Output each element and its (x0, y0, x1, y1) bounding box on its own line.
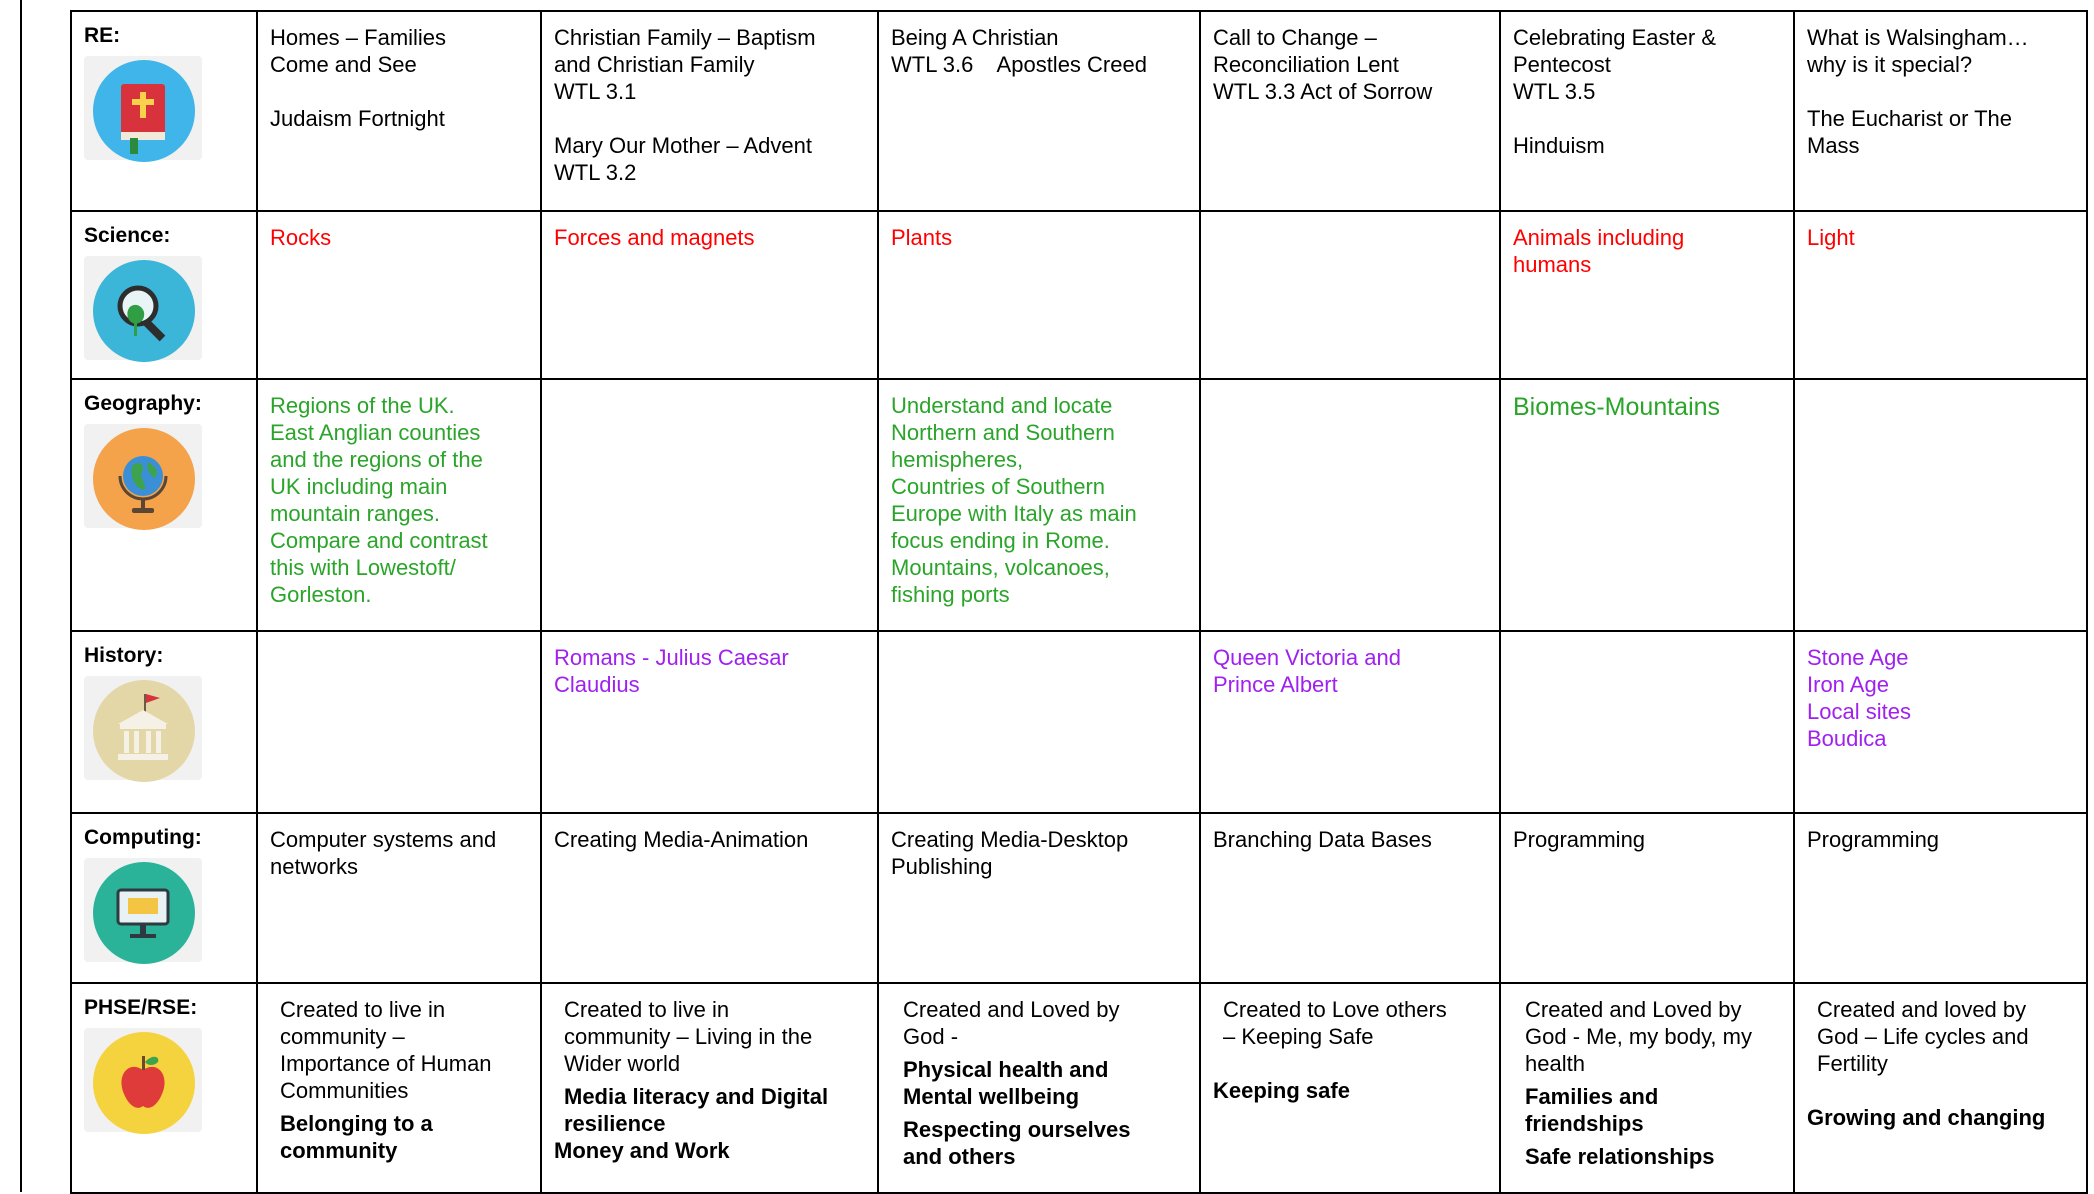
history-c6-line4: Boudica (1807, 726, 1887, 751)
phse-c6-line1: Created and loved by (1817, 997, 2027, 1022)
row-re (71, 11, 2087, 211)
subject-label-phse: PHSE/RSE: (84, 996, 198, 1019)
phse-c5-line2: God - Me, my body, my (1525, 1024, 1752, 1049)
computing-c3-line1: Creating Media-Desktop (891, 827, 1129, 852)
phse-c5-bold3: Safe relationships (1525, 1144, 1715, 1169)
re-c6-line1: What is Walsingham… (1807, 25, 2029, 50)
phse-c3-line1: Created and Loved by (903, 997, 1120, 1022)
geography-c3-line6: focus ending in Rome. (891, 528, 1110, 553)
phse-c1-line4: Communities (280, 1078, 409, 1103)
re-c3-line2: WTL 3.6 Apostles Creed (891, 52, 1147, 77)
re-c5-line3: WTL 3.5 (1513, 79, 1596, 104)
computing-c1-line2: networks (270, 854, 359, 879)
phse-c4-line2: – Keeping Safe (1223, 1024, 1374, 1049)
history-cell-6 (1794, 631, 2087, 813)
geography-c3-line4: Countries of Southern (891, 474, 1106, 499)
subject-cell-science (71, 211, 257, 379)
subject-cell-computing (71, 813, 257, 983)
computing-c3-line2: Publishing (891, 854, 993, 879)
history-c2-line1: Romans - Julius Caesar (554, 645, 789, 670)
history-cell-2 (541, 631, 878, 813)
re-cell-5 (1500, 11, 1794, 211)
re-cell-1 (257, 11, 541, 211)
row-history (71, 631, 2087, 813)
re-c5-line1: Celebrating Easter & (1513, 25, 1716, 50)
history-cell-4 (1200, 631, 1500, 813)
phse-c5-bold2: friendships (1525, 1111, 1644, 1136)
re-c1-line1: Homes – Families (270, 25, 447, 50)
computing-cell-1 (257, 813, 541, 983)
phse-c1-line2: community – (280, 1024, 405, 1049)
computing-c1-line1: Computer systems and (270, 827, 497, 852)
geography-cell-6 (1794, 379, 2087, 631)
geography-c1-line1: Regions of the UK. (270, 393, 455, 418)
phse-cell-3 (878, 983, 1200, 1193)
row-computing (71, 813, 2087, 983)
phse-c4-bold1: Keeping safe (1213, 1078, 1350, 1103)
geography-c3-line1: Understand and locate (891, 393, 1113, 418)
row-geography (71, 379, 2087, 631)
re-c4-line2: Reconciliation Lent (1213, 52, 1399, 77)
geography-c1-line7: this with Lowestoft/ (270, 555, 456, 580)
science-c6: Light (1807, 225, 1855, 250)
subject-label-science: Science: (84, 224, 171, 247)
phse-c2-bold3: Money and Work (554, 1138, 730, 1163)
re-c1-line2: Come and See (270, 52, 417, 77)
subject-label-geography: Geography: (84, 392, 202, 415)
phse-cell-4 (1200, 983, 1500, 1193)
history-c4-line1: Queen Victoria and (1213, 645, 1401, 670)
computing-c4: Branching Data Bases (1213, 827, 1432, 852)
phse-c3-bold2: Mental wellbeing (903, 1084, 1080, 1109)
computing-c5: Programming (1513, 827, 1646, 852)
museum-building-icon (84, 676, 202, 780)
science-cell-5 (1500, 211, 1794, 379)
subject-label-history: History: (84, 644, 164, 667)
re-c5-line2: Pentecost (1513, 52, 1611, 77)
geography-cell-3 (878, 379, 1200, 631)
computer-monitor-icon (84, 858, 202, 962)
phse-c1-bold1: Belonging to a (280, 1111, 433, 1136)
computing-c2: Creating Media-Animation (554, 827, 809, 852)
subject-cell-re (71, 11, 257, 211)
re-c2-line4: Mary Our Mother – Advent (554, 133, 812, 158)
phse-cell-2 (541, 983, 878, 1193)
phse-c1-line3: Importance of Human (280, 1051, 492, 1076)
science-c2: Forces and magnets (554, 225, 755, 250)
re-cell-4 (1200, 11, 1500, 211)
bible-cross-icon (84, 56, 202, 160)
phse-cell-1 (257, 983, 541, 1193)
subject-label-computing: Computing: (84, 826, 202, 849)
re-cell-2 (541, 11, 878, 211)
geography-c3-line3: hemispheres, (891, 447, 1024, 472)
science-cell-6 (1794, 211, 2087, 379)
re-c1-line3: Judaism Fortnight (270, 106, 445, 131)
science-cell-3 (878, 211, 1200, 379)
re-c5-line4: Hinduism (1513, 133, 1605, 158)
geography-c1-line3: and the regions of the (270, 447, 483, 472)
row-phse (71, 983, 2087, 1193)
computing-cell-4 (1200, 813, 1500, 983)
phse-c3-bold1: Physical health and (903, 1057, 1109, 1082)
science-cell-1 (257, 211, 541, 379)
history-c4-line2: Prince Albert (1213, 672, 1338, 697)
phse-c3-bold3: Respecting ourselves (903, 1117, 1131, 1142)
phse-c4-line1: Created to Love others (1223, 997, 1447, 1022)
curriculum-table (70, 10, 2088, 1194)
phse-c5-line1: Created and Loved by (1525, 997, 1742, 1022)
geography-c1-line2: East Anglian counties (270, 420, 481, 445)
geography-c3-line7: Mountains, volcanoes, (891, 555, 1110, 580)
geography-c1-line4: UK including main (270, 474, 448, 499)
phse-cell-6 (1794, 983, 2087, 1193)
phse-c3-line2: God - (903, 1024, 959, 1049)
geography-c3-line8: fishing ports (891, 582, 1010, 607)
history-c6-line3: Local sites (1807, 699, 1911, 724)
geography-cell-5 (1500, 379, 1794, 631)
re-c2-line5: WTL 3.2 (554, 160, 637, 185)
science-c5-line2: humans (1513, 252, 1592, 277)
re-cell-3 (878, 11, 1200, 211)
apple-icon (84, 1028, 202, 1132)
geography-cell-1 (257, 379, 541, 631)
phse-c2-bold1: Media literacy and Digital (564, 1084, 829, 1109)
subject-cell-phse (71, 983, 257, 1193)
science-c1: Rocks (270, 225, 332, 250)
re-c4-line1: Call to Change – (1213, 25, 1377, 50)
re-c4-line3: WTL 3.3 Act of Sorrow (1213, 79, 1433, 104)
history-c2-line2: Claudius (554, 672, 640, 697)
computing-cell-5 (1500, 813, 1794, 983)
geography-c1-line6: Compare and contrast (270, 528, 488, 553)
science-cell-4 (1200, 211, 1500, 379)
phse-c3-bold4: and others (903, 1144, 1016, 1169)
history-c6-line2: Iron Age (1807, 672, 1889, 697)
history-cell-5 (1500, 631, 1794, 813)
globe-icon (84, 424, 202, 528)
re-c6-line2: why is it special? (1807, 52, 1973, 77)
phse-c1-bold2: community (280, 1138, 398, 1163)
magnifier-leaf-icon (84, 256, 202, 360)
row-science (71, 211, 2087, 379)
geography-cell-4 (1200, 379, 1500, 631)
phse-c1-line1: Created to live in (280, 997, 446, 1022)
computing-cell-2 (541, 813, 878, 983)
phse-c2-line3: Wider world (564, 1051, 681, 1076)
computing-cell-3 (878, 813, 1200, 983)
re-c2-line3: WTL 3.1 (554, 79, 637, 104)
phse-c6-bold1: Growing and changing (1807, 1105, 2046, 1130)
geography-c1-line8: Gorleston. (270, 582, 372, 607)
phse-cell-5 (1500, 983, 1794, 1193)
computing-cell-6 (1794, 813, 2087, 983)
computing-c6: Programming (1807, 827, 1940, 852)
geography-c3-line2: Northern and Southern (891, 420, 1115, 445)
phse-c2-line2: community – Living in the (564, 1024, 813, 1049)
re-cell-6 (1794, 11, 2087, 211)
phse-c6-line2: God – Life cycles and (1817, 1024, 2029, 1049)
re-c2-line2: and Christian Family (554, 52, 755, 77)
left-margin-line (20, 0, 22, 1192)
phse-c2-bold2: resilience (564, 1111, 666, 1136)
subject-cell-geography (71, 379, 257, 631)
re-c3-line1: Being A Christian (891, 25, 1059, 50)
geography-c5: Biomes-Mountains (1513, 393, 1721, 421)
subject-label-re: RE: (84, 24, 121, 47)
re-c2-line1: Christian Family – Baptism (554, 25, 816, 50)
geography-cell-2 (541, 379, 878, 631)
phse-c2-line1: Created to live in (564, 997, 730, 1022)
geography-c1-line5: mountain ranges. (270, 501, 440, 526)
re-c6-line4: Mass (1807, 133, 1860, 158)
science-c3: Plants (891, 225, 953, 250)
history-cell-3 (878, 631, 1200, 813)
geography-c3-line5: Europe with Italy as main (891, 501, 1137, 526)
science-cell-2 (541, 211, 878, 379)
history-cell-1 (257, 631, 541, 813)
phse-c5-line3: health (1525, 1051, 1585, 1076)
subject-cell-history (71, 631, 257, 813)
science-c5-line1: Animals including (1513, 225, 1685, 250)
re-c6-line3: The Eucharist or The (1807, 106, 2013, 131)
phse-c5-bold1: Families and (1525, 1084, 1659, 1109)
history-c6-line1: Stone Age (1807, 645, 1909, 670)
phse-c6-line3: Fertility (1817, 1051, 1888, 1076)
